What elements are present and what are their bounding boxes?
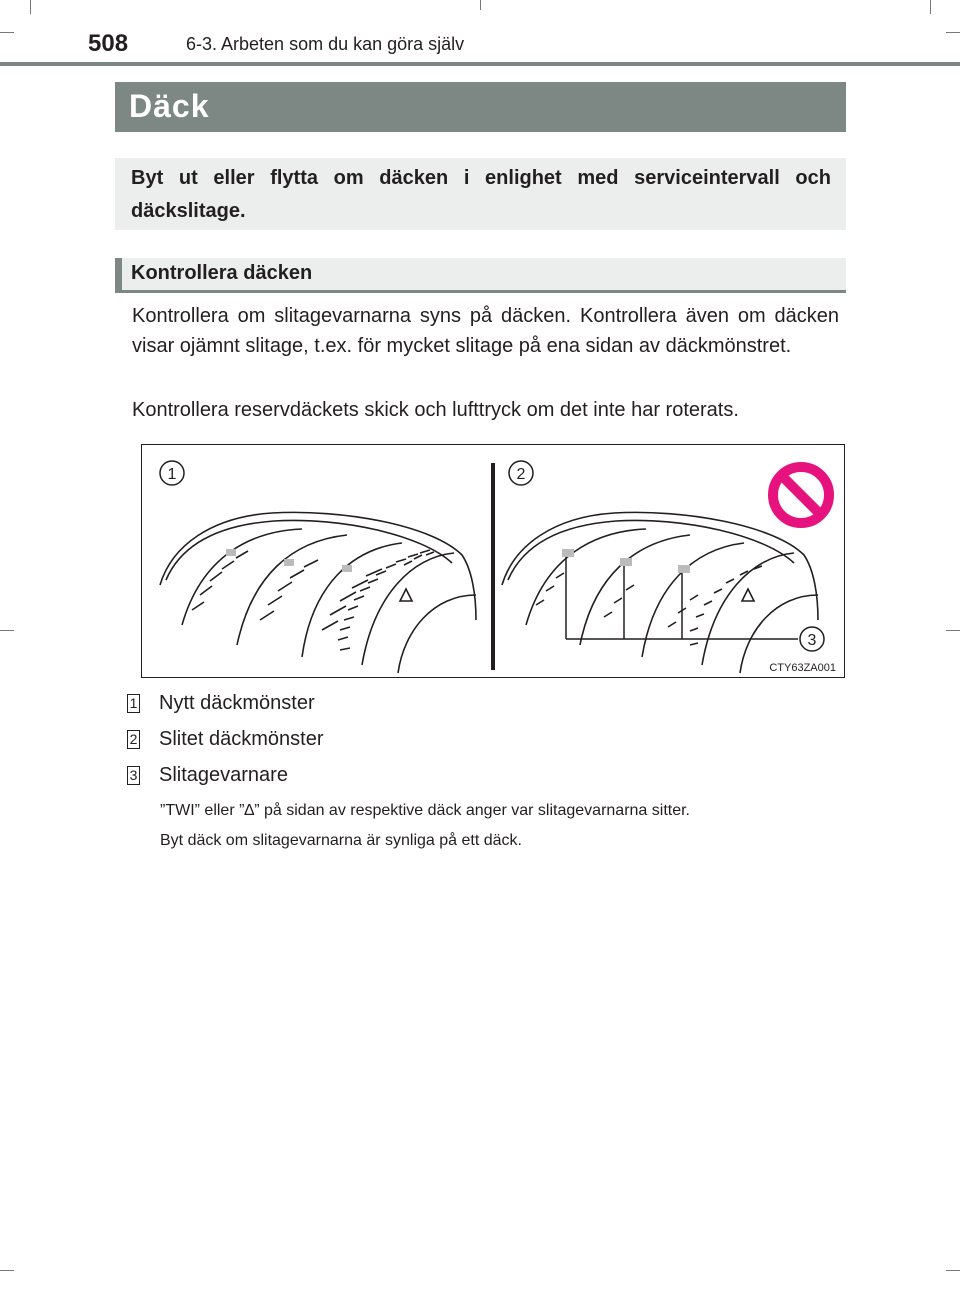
- crop-mark: [0, 32, 14, 33]
- crop-mark: [30, 0, 31, 14]
- crop-mark: [930, 0, 931, 14]
- legend-number: 3: [127, 766, 140, 785]
- subsection-heading-bar: [115, 258, 846, 293]
- crop-mark: [946, 32, 960, 33]
- note-text: Byt däck om slitagevarnarna är synliga på ett däck.: [160, 832, 522, 849]
- heading-accent: [115, 258, 122, 293]
- header-rule: [0, 62, 960, 66]
- tire-illustration: [141, 444, 845, 678]
- running-header: 6-3. Arbeten som du kan göra själv: [186, 34, 465, 54]
- note-text: ”TWI” eller ”∆” på sidan av respektive däck anger var slitagevarnarna sitter.: [160, 802, 690, 819]
- body-paragraph: Kontrollera reservdäckets skick och lufttryck om det inte har roterats.: [132, 399, 739, 421]
- tire-drawing: [142, 445, 844, 677]
- body-paragraph: Kontrollera om slitagevarnarna syns på däcken. Kontrollera även om däcken visar ojämnt slitage, t.ex. för mycket slitage på ena sidan av däckmönstret.: [132, 305, 839, 357]
- crop-mark: [946, 630, 960, 631]
- legend-label: Slitagevarnare: [159, 764, 288, 786]
- intro-text: Byt ut eller flytta om däcken i enlighet med serviceintervall och däckslitage.: [131, 167, 831, 222]
- crop-mark: [0, 1270, 14, 1271]
- subsection-title: Kontrollera däcken: [131, 262, 313, 284]
- callout-2: [509, 461, 533, 485]
- prohibited-sign-icon: [773, 467, 829, 523]
- page-number: 508: [88, 30, 129, 57]
- callout-1-label: 1: [167, 466, 177, 483]
- intro-box: [115, 158, 846, 230]
- crop-mark: [946, 1270, 960, 1271]
- section-title-bar: [115, 82, 846, 132]
- crop-mark: [480, 0, 481, 10]
- figure-code: CTY63ZA001: [769, 662, 836, 674]
- callout-2-label: 2: [516, 466, 526, 483]
- legend-number: 1: [127, 694, 140, 713]
- legend-label: Nytt däckmönster: [159, 692, 315, 714]
- callout-1: [160, 461, 184, 485]
- section-title: Däck: [129, 88, 210, 124]
- new-tread-tire: [160, 512, 476, 673]
- legend-label: Slitet däckmönster: [159, 728, 324, 750]
- callout-3: [800, 627, 824, 651]
- callout-3-label: 3: [807, 632, 817, 649]
- legend-number: 2: [127, 730, 140, 749]
- worn-tread-tire: [502, 512, 818, 673]
- crop-mark: [0, 630, 14, 631]
